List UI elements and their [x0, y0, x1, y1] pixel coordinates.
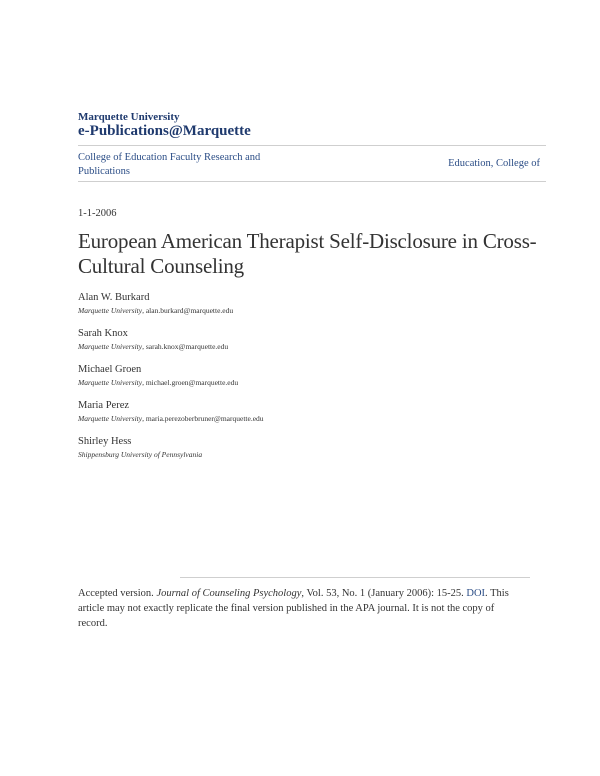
- affiliation-name: Marquette University: [78, 414, 143, 423]
- author-entry: [78, 399, 264, 424]
- author-name: Alan W. Burkard: [78, 292, 150, 303]
- repository-link[interactable]: e-Publications@Marquette: [78, 123, 251, 139]
- paper-title: European American Therapist Self-Disclosure in Cross-Cultural Counseling: [78, 229, 537, 278]
- author-name: Maria Perez: [78, 400, 130, 411]
- author-affiliation: Marquette University, alan.burkard@marquette.edu: [78, 306, 234, 315]
- publication-date: 1-1-2006: [78, 208, 117, 219]
- author-affiliation: Marquette University, sarah.knox@marquette.edu: [78, 342, 229, 351]
- university-name: Marquette University: [78, 111, 180, 123]
- author-affiliation: Marquette University, maria.perezoberbruner@marquette.edu: [78, 414, 264, 423]
- collection-link[interactable]: College of Education Faculty Research and Publications: [78, 152, 261, 177]
- divider-top: [78, 145, 546, 146]
- affiliation-name: Marquette University: [78, 378, 143, 387]
- author-email[interactable]: alan.burkard@marquette.edu: [145, 306, 234, 315]
- citation-details: , Vol. 53, No. 1 (January 2006): 15-25.: [301, 588, 467, 599]
- citation-prefix: Accepted version.: [78, 588, 157, 599]
- author-name: Shirley Hess: [78, 436, 132, 447]
- affiliation-name: Marquette University: [78, 306, 143, 315]
- author-affiliation: [78, 449, 264, 460]
- footer-divider: [180, 577, 530, 578]
- author-affiliation: Marquette University, michael.groen@marquette.edu: [78, 378, 239, 387]
- divider-bottom: [78, 181, 546, 182]
- author-name: Michael Groen: [78, 364, 142, 375]
- author-name: Sarah Knox: [78, 328, 128, 339]
- citation-note: [78, 586, 518, 631]
- doi-link[interactable]: DOI: [466, 588, 486, 599]
- affiliation-name: Shippensburg University of Pennsylvania: [78, 450, 203, 459]
- author-email[interactable]: maria.perezoberbruner@marquette.edu: [145, 414, 264, 423]
- author-email[interactable]: michael.groen@marquette.edu: [145, 378, 239, 387]
- author-list: [78, 291, 264, 471]
- affiliation-name: Marquette University: [78, 342, 143, 351]
- author-entry: [78, 327, 264, 352]
- journal-name: Journal of Counseling Psychology: [156, 588, 302, 599]
- department-link[interactable]: Education, College of: [448, 158, 540, 169]
- citation-suffix: . This article may not exactly replicate the final version published in the APA journal. It is not the copy of record.: [78, 588, 509, 629]
- author-email[interactable]: sarah.knox@marquette.edu: [145, 342, 229, 351]
- author-entry: [78, 291, 264, 316]
- author-entry: [78, 363, 264, 388]
- author-entry: [78, 435, 264, 460]
